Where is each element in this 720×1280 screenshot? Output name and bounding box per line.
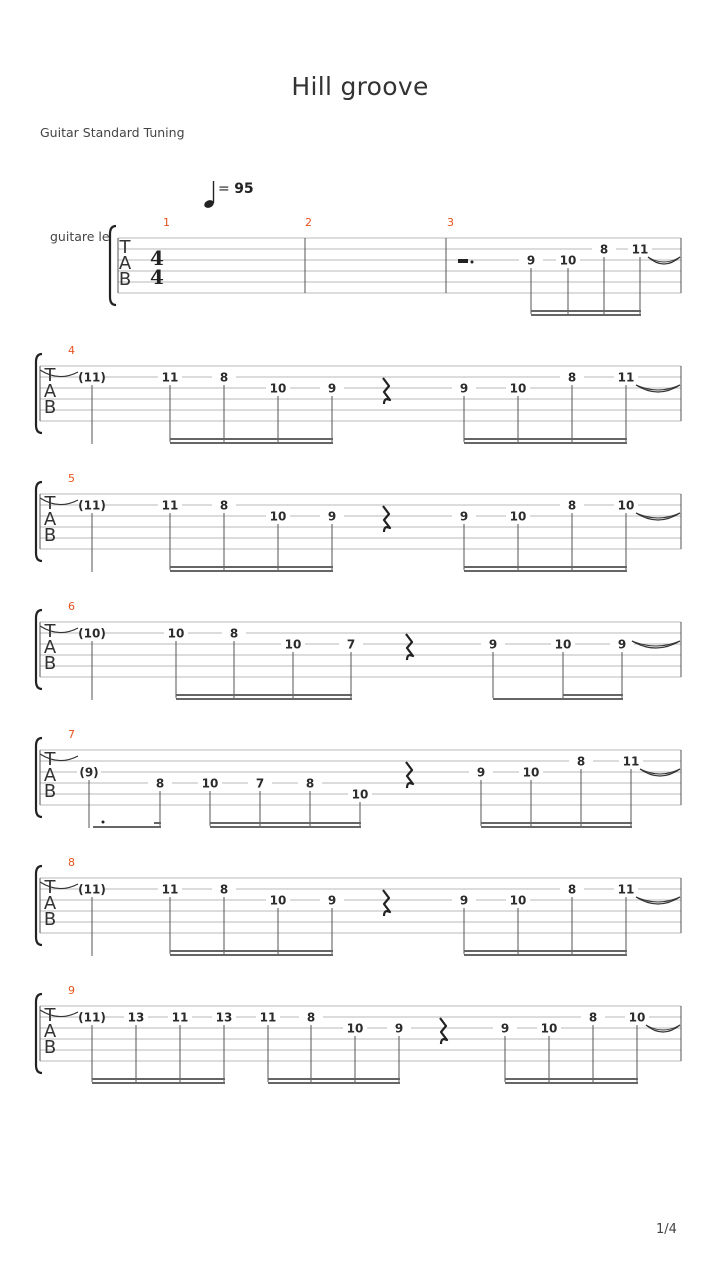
fret-number: 9: [500, 1021, 510, 1036]
fret-number: 11: [617, 370, 635, 385]
tab-clef-letter: B: [43, 653, 57, 674]
dot: [102, 821, 105, 824]
fret-number: 8: [305, 776, 315, 791]
beam: [481, 826, 632, 828]
beam: [170, 954, 333, 956]
fret-number: 10: [554, 637, 572, 652]
beam: [505, 1078, 638, 1080]
beam: [176, 698, 352, 700]
fret-number: 9: [526, 253, 536, 268]
beam: [93, 826, 161, 828]
beam: [170, 570, 333, 572]
beam: [464, 570, 627, 572]
tab-clef-letter: B: [43, 909, 57, 930]
fret-number: 10: [628, 1010, 646, 1025]
fret-number: 11: [617, 882, 635, 897]
fret-number: 11: [259, 1010, 277, 1025]
fret-number: 10: [617, 498, 635, 513]
tab-clef-letter: T: [119, 237, 131, 258]
fret-number: 10: [269, 509, 287, 524]
beam: [531, 310, 641, 312]
fret-number: 8: [588, 1010, 598, 1025]
beam: [170, 950, 333, 952]
tab-clef-letter: B: [43, 525, 57, 546]
fret-number: 11: [161, 370, 179, 385]
tab-clef-letter: A: [43, 893, 57, 914]
fret-number: 11: [171, 1010, 189, 1025]
beam: [210, 822, 361, 824]
fret-number: 8: [567, 882, 577, 897]
tab-clef-letter: T: [44, 749, 56, 770]
beam: [170, 438, 333, 440]
quarter-rest: [440, 1018, 447, 1044]
fret-number: 9: [459, 381, 469, 396]
fret-number: 9: [327, 893, 337, 908]
page-number: 1/4: [656, 1222, 677, 1237]
measure-number: 7: [68, 728, 75, 741]
measure-number: 6: [68, 600, 75, 613]
fret-number: 10: [201, 776, 219, 791]
beam: [464, 950, 627, 952]
tab-clef-letter: A: [118, 253, 132, 274]
system-1: [50, 181, 681, 316]
beam: [92, 1082, 225, 1084]
tab-clef-letter: T: [44, 493, 56, 514]
tab-clef-letter: T: [44, 1005, 56, 1026]
tab-clef-letter: B: [118, 269, 132, 290]
fret-number: 10: [284, 637, 302, 652]
system-7: [36, 984, 681, 1084]
measure-number: 3: [447, 216, 454, 229]
fret-number: 8: [599, 242, 609, 257]
fret-number: 9: [327, 509, 337, 524]
beam: [464, 954, 627, 956]
fret-number: 10: [509, 893, 527, 908]
score-title: Hill groove: [291, 72, 429, 101]
instrument-name: guitare le: [50, 229, 110, 244]
fret-number: (10): [78, 626, 106, 641]
measure-number: 1: [163, 216, 170, 229]
fret-number: 8: [219, 882, 229, 897]
half-rest: [458, 259, 468, 263]
beam-hook: [154, 822, 161, 824]
quarter-rest: [383, 890, 390, 916]
fret-number: 10: [559, 253, 577, 268]
fret-number: 9: [394, 1021, 404, 1036]
fret-number: 11: [622, 754, 640, 769]
fret-number: 7: [346, 637, 356, 652]
beam: [464, 566, 627, 568]
fret-number: 10: [540, 1021, 558, 1036]
fret-number: 7: [255, 776, 265, 791]
time-signature-top: 4: [150, 246, 164, 270]
beam: [493, 698, 623, 700]
tab-clef-letter: B: [43, 397, 57, 418]
system-3: [36, 472, 681, 572]
fret-number: 9: [459, 509, 469, 524]
measure-number: 8: [68, 856, 75, 869]
tab-clef-letter: T: [44, 877, 56, 898]
fret-number: 11: [631, 242, 649, 257]
tab-clef-letter: A: [43, 509, 57, 530]
fret-number: (11): [78, 370, 106, 385]
fret-number: 13: [215, 1010, 233, 1025]
fret-number: 8: [306, 1010, 316, 1025]
fret-number: 10: [509, 381, 527, 396]
beam: [176, 694, 352, 696]
fret-number: (9): [79, 765, 99, 780]
fret-number: 9: [327, 381, 337, 396]
fret-number: 11: [161, 498, 179, 513]
fret-number: 8: [155, 776, 165, 791]
fret-number: 10: [346, 1021, 364, 1036]
fret-number: 11: [161, 882, 179, 897]
tab-clef-letter: T: [44, 365, 56, 386]
fret-number: 9: [459, 893, 469, 908]
fret-number: 8: [567, 498, 577, 513]
fret-number: 8: [219, 370, 229, 385]
fret-number: (11): [78, 498, 106, 513]
fret-number: 10: [509, 509, 527, 524]
fret-number: 10: [522, 765, 540, 780]
measure-number: 4: [68, 344, 75, 357]
beam: [481, 822, 632, 824]
fret-number: 9: [476, 765, 486, 780]
fret-number: 8: [219, 498, 229, 513]
quarter-rest: [383, 378, 390, 404]
fret-number: 8: [576, 754, 586, 769]
beam: [531, 314, 641, 316]
measure-number: 2: [305, 216, 312, 229]
rest-dot: [471, 261, 474, 264]
fret-number: 10: [351, 787, 369, 802]
tab-clef-letter: A: [43, 1021, 57, 1042]
fret-number: 8: [567, 370, 577, 385]
measure-number: 9: [68, 984, 75, 997]
system-5: [36, 728, 681, 828]
beam: [464, 438, 627, 440]
fret-number: 9: [617, 637, 627, 652]
beam: [563, 694, 623, 696]
measure-number: 5: [68, 472, 75, 485]
beam: [464, 442, 627, 444]
tab-clef-letter: B: [43, 1037, 57, 1058]
tab-clef-letter: A: [43, 381, 57, 402]
system-2: [36, 344, 681, 444]
beam: [505, 1082, 638, 1084]
tuning-label: Guitar Standard Tuning: [40, 125, 185, 140]
fret-number: 9: [488, 637, 498, 652]
quarter-rest: [406, 762, 413, 788]
beam: [268, 1082, 400, 1084]
tab-clef-letter: A: [43, 637, 57, 658]
time-signature-bottom: 4: [150, 265, 164, 289]
system-6: [36, 856, 681, 956]
fret-number: 10: [269, 381, 287, 396]
fret-number: (11): [78, 882, 106, 897]
quarter-rest: [383, 506, 390, 532]
staff-bracket: [110, 226, 116, 305]
beam: [170, 566, 333, 568]
beam: [268, 1078, 400, 1080]
beam: [92, 1078, 225, 1080]
fret-number: (11): [78, 1010, 106, 1025]
fret-number: 8: [229, 626, 239, 641]
beam: [170, 442, 333, 444]
quarter-rest: [406, 634, 413, 660]
fret-number: 10: [167, 626, 185, 641]
beam: [210, 826, 361, 828]
system-4: [36, 600, 681, 700]
tempo-marking: = 95: [218, 181, 254, 197]
tab-clef-letter: B: [43, 781, 57, 802]
tab-clef-letter: T: [44, 621, 56, 642]
tab-clef-letter: A: [43, 765, 57, 786]
fret-number: 13: [127, 1010, 145, 1025]
fret-number: 10: [269, 893, 287, 908]
